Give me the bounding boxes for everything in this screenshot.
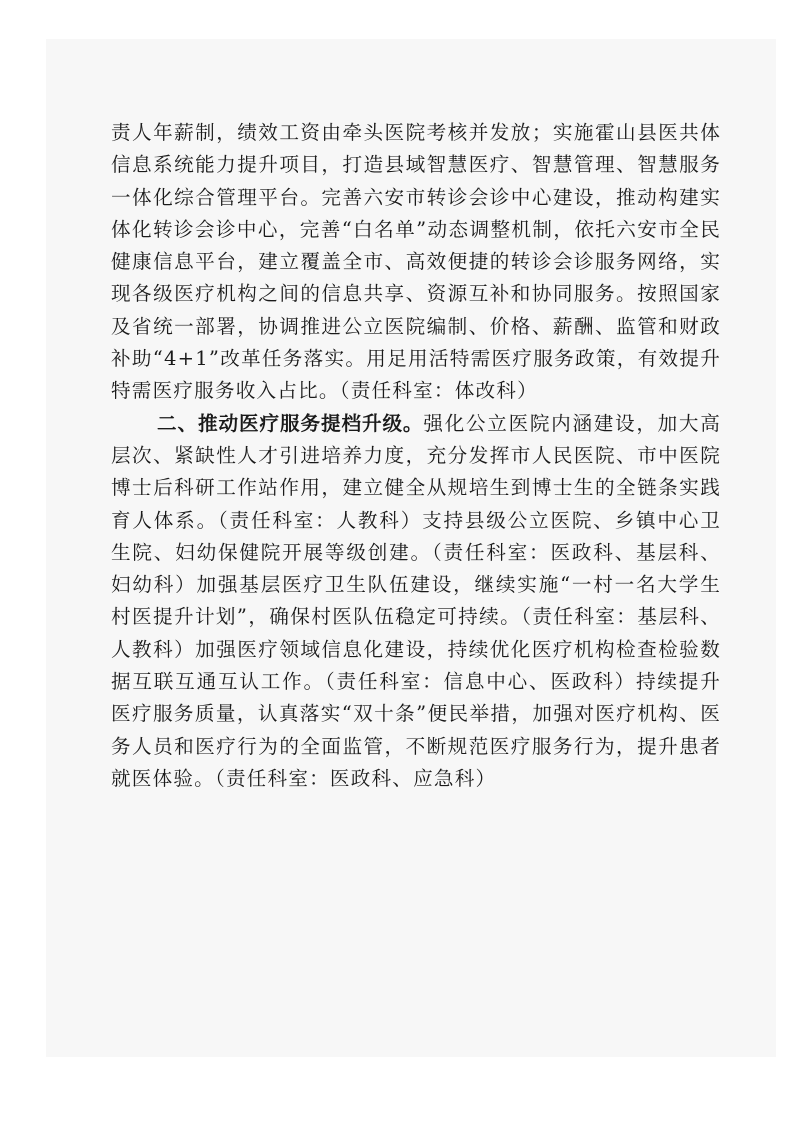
section-2-body: 强化公立医院内涵建设，加大高层次、紧缺性人才引进培养力度，充分发挥市人民医院、市中医院博士后科研工作站作用，建立健全从规培生到博士生的全链条实践育人体系。（责任科室：人教科）支持县级公立医院、乡镇中心卫生院、妇幼保健院开展等级创建。（责任科室：医政科、基层科、妇幼科）加强基层医疗卫生队伍建设，继续实施“一村一名大学生村医提升计划”，确保村医队伍稳定可持续。（责任科室：基层科、人教科）加强医疗领域信息化建设，持续优化医疗机构检查检验数据互联互通互认工作。（责任科室：信息中心、医政科）持续提升医疗服务质量，认真落实“双十条”便民举措，加强对医疗机构、医务人员和医疗行为的全面监管，不断规范医疗服务行为，提升患者就医体验。（责任科室：医政科、应急科） xyxy=(111,411,721,790)
section-2-heading: 二、推动医疗服务提档升级。 xyxy=(157,411,424,435)
paragraph-2 xyxy=(111,408,721,796)
paragraph-1: 责人年薪制，绩效工资由牵头医院考核并发放；实施霍山县医共体信息系统能力提升项目，打造县域智慧医疗、智慧管理、智慧服务一体化综合管理平台。完善六安市转诊会诊中心建设，推动构建实体化转诊会诊中心，完善“白名单”动态调整机制，依托六安市全民健康信息平台，建立覆盖全市、高效便捷的转诊会诊服务网络，实现各级医疗机构之间的信息共享、资源互补和协同服务。按照国家及省统一部署，协调推进公立医院编制、价格、薪酬、监管和财政补助“4+1”改革任务落实。用足用活特需医疗服务政策，有效提升特需医疗服务收入占比。（责任科室：体改科） xyxy=(111,121,721,403)
document-body xyxy=(111,117,721,795)
document-page xyxy=(46,39,776,1057)
